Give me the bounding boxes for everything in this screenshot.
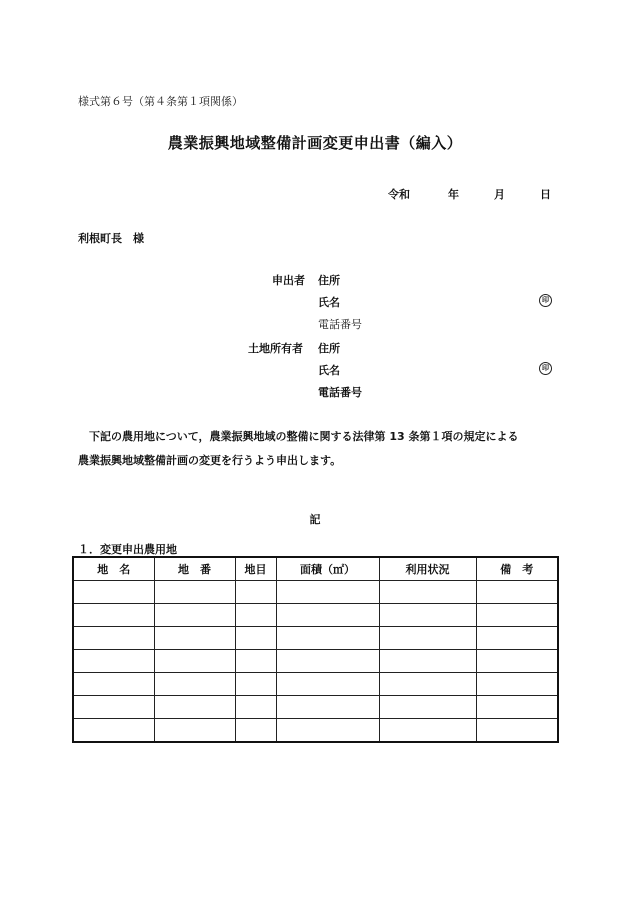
form-number: 様式第６号（第４条第１項関係） xyxy=(78,95,243,108)
column-header-land-category: 地目 xyxy=(235,557,276,581)
applicant-role-label: 申出者 xyxy=(272,274,305,287)
cell-place-name[interactable] xyxy=(73,696,154,719)
cell-remarks[interactable] xyxy=(476,696,558,719)
section-heading-farmland: １．変更申出農用地 xyxy=(78,543,177,556)
cell-usage-status[interactable] xyxy=(379,696,476,719)
applicant-address-label: 住所 xyxy=(318,274,340,287)
table-row xyxy=(73,696,558,719)
landowner-role-label: 土地所有者 xyxy=(248,342,303,355)
cell-place-name[interactable] xyxy=(73,673,154,696)
cell-area[interactable] xyxy=(276,627,379,650)
cell-remarks[interactable] xyxy=(476,627,558,650)
cell-land-category[interactable] xyxy=(235,650,276,673)
column-header-place-name: 地 名 xyxy=(73,557,154,581)
cell-usage-status[interactable] xyxy=(379,673,476,696)
table-body xyxy=(73,581,558,743)
applicant-name-label: 氏名 xyxy=(318,296,340,309)
cell-usage-status[interactable] xyxy=(379,604,476,627)
cell-remarks[interactable] xyxy=(476,719,558,743)
document-title: 農業振興地域整備計画変更申出書（編入） xyxy=(167,134,463,152)
landowner-phone-label: 電話番号 xyxy=(318,386,362,399)
table-row xyxy=(73,673,558,696)
cell-remarks[interactable] xyxy=(476,581,558,604)
cell-place-name[interactable] xyxy=(73,719,154,743)
cell-remarks[interactable] xyxy=(476,650,558,673)
cell-lot-number[interactable] xyxy=(154,627,235,650)
table-row xyxy=(73,604,558,627)
cell-usage-status[interactable] xyxy=(379,627,476,650)
cell-area[interactable] xyxy=(276,581,379,604)
cell-lot-number[interactable] xyxy=(154,673,235,696)
cell-area[interactable] xyxy=(276,696,379,719)
column-header-usage-status: 利用状況 xyxy=(379,557,476,581)
date-day: 日 xyxy=(540,188,551,201)
table-row xyxy=(73,719,558,743)
cell-land-category[interactable] xyxy=(235,627,276,650)
cell-land-category[interactable] xyxy=(235,581,276,604)
column-header-lot-number: 地 番 xyxy=(154,557,235,581)
applicant-phone-label: 電話番号 xyxy=(318,318,362,331)
table-row xyxy=(73,581,558,604)
cell-place-name[interactable] xyxy=(73,581,154,604)
cell-area[interactable] xyxy=(276,650,379,673)
cell-lot-number[interactable] xyxy=(154,581,235,604)
landowner-seal-icon: 印 xyxy=(539,362,552,375)
request-body xyxy=(78,425,568,473)
cell-area[interactable] xyxy=(276,604,379,627)
date-era: 令和 xyxy=(388,188,410,201)
cell-place-name[interactable] xyxy=(73,650,154,673)
column-header-area: 面積（㎡） xyxy=(276,557,379,581)
cell-lot-number[interactable] xyxy=(154,650,235,673)
farmland-table xyxy=(72,556,559,743)
cell-remarks[interactable] xyxy=(476,673,558,696)
cell-area[interactable] xyxy=(276,719,379,743)
table-header-row xyxy=(73,557,558,581)
cell-usage-status[interactable] xyxy=(379,719,476,743)
ki-marker: 記 xyxy=(309,513,321,526)
cell-lot-number[interactable] xyxy=(154,696,235,719)
landowner-address-label: 住所 xyxy=(318,342,340,355)
request-body-line-2: 農業振興地域整備計画の変更を行うよう申出します。 xyxy=(78,454,342,467)
addressee: 利根町長 様 xyxy=(78,232,144,245)
cell-remarks[interactable] xyxy=(476,604,558,627)
applicant-seal-icon: 印 xyxy=(539,294,552,307)
landowner-name-label: 氏名 xyxy=(318,364,340,377)
column-header-remarks: 備 考 xyxy=(476,557,558,581)
cell-land-category[interactable] xyxy=(235,696,276,719)
cell-place-name[interactable] xyxy=(73,627,154,650)
cell-usage-status[interactable] xyxy=(379,650,476,673)
cell-lot-number[interactable] xyxy=(154,604,235,627)
table-row xyxy=(73,650,558,673)
cell-place-name[interactable] xyxy=(73,604,154,627)
cell-land-category[interactable] xyxy=(235,604,276,627)
request-body-line-1: 下記の農用地について，農業振興地域の整備に関する法律第 13 条第１項の規定による xyxy=(89,430,519,443)
cell-lot-number[interactable] xyxy=(154,719,235,743)
date-year: 年 xyxy=(448,188,459,201)
cell-usage-status[interactable] xyxy=(379,581,476,604)
table-row xyxy=(73,627,558,650)
cell-land-category[interactable] xyxy=(235,673,276,696)
cell-area[interactable] xyxy=(276,673,379,696)
date-month: 月 xyxy=(494,188,505,201)
cell-land-category[interactable] xyxy=(235,719,276,743)
